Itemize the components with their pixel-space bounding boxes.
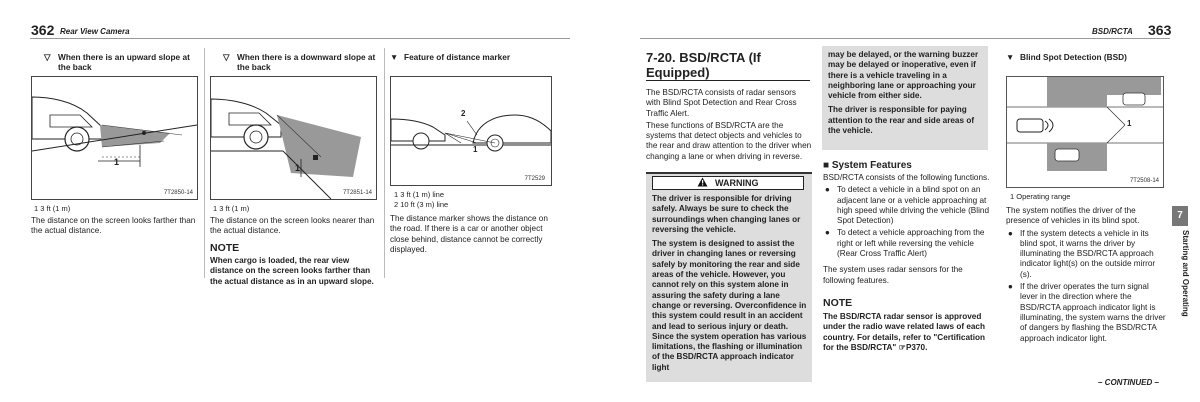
right-header-rule [640, 38, 1170, 39]
car-downward-slope-illustration [211, 77, 376, 199]
distance-marker-illustration [391, 77, 551, 185]
chapter-title-rule [646, 80, 810, 81]
figure-callout-2: 2 [461, 109, 466, 118]
body-distance-marker: The distance marker shows the distance on the road. If there is a car or another object close behind, distance cannot be correctly displayed. [390, 214, 548, 254]
figure-distance-marker [390, 76, 552, 186]
warning-triangle-icon [697, 177, 708, 190]
continued-label: – CONTINUED – [1098, 378, 1159, 387]
note-heading: NOTE [210, 242, 240, 254]
figure-bsd [1006, 76, 1164, 188]
list-item: ● To detect a vehicle approaching from the right or left while reversing the vehicle (Rear Cross Traffic Alert) [825, 228, 985, 259]
chapter-title: 7-20. BSD/RCTA (If Equipped) [646, 50, 761, 80]
figure-callout-number: 1 [1127, 119, 1132, 128]
car-upward-slope-illustration [32, 77, 197, 199]
left-header-title: Rear View Camera [60, 27, 130, 36]
figure-caption-line-1: 1 3 ft (1 m) line [394, 190, 445, 199]
system-features-heading: ■ System Features [823, 160, 912, 171]
triangle-outline-icon: ▽ [223, 52, 230, 62]
body-downward-slope: The distance on the screen looks nearer than the actual distance. [210, 216, 375, 236]
bsd-list [1006, 229, 1168, 344]
list-item: ● If the system detects a vehicle in its blind spot, it warns the driver by illuminating the BSD/RCTA approach indicator light(s) on the outside mirror (s). [1008, 228, 1156, 279]
figure-id: 7T2850-14 [163, 190, 193, 196]
warning-continued-text [828, 50, 984, 136]
figure-callout-number: 1 [114, 157, 120, 167]
figure-caption-line-2: 2 10 ft (3 m) line [394, 200, 449, 209]
figure-id: 7T2508-14 [1129, 178, 1159, 184]
intro-text [646, 88, 812, 164]
warning-paragraph-1: The driver is responsible for driving safely. Always be sure to check the surroundings when changing lanes or reversing the vehicle. [652, 194, 801, 234]
page-reference-link[interactable]: ☞P370. [898, 342, 928, 352]
bsd-operating-range-illustration [1007, 77, 1163, 187]
note-text: The BSD/RCTA radar sensor is approved under the radio wave related laws of each country. For details, refer to "Certification for the BSD/RCTA" ☞P370. [823, 312, 986, 352]
warning-box [646, 172, 812, 382]
subheading-downward-slope: ▽ When there is a downward slope at the back [223, 52, 376, 72]
triangle-filled-icon: ▼ [390, 52, 399, 62]
chapter-tab: 7 [1172, 206, 1188, 226]
right-header-title: BSD/RCTA [1092, 27, 1133, 36]
square-bullet-icon: ■ [823, 160, 830, 171]
warning-paragraph-3: The driver is responsible for paying attention to the rear and side areas of the vehicle. [828, 105, 975, 136]
triangle-filled-icon: ▼ [1006, 52, 1015, 62]
bsd-heading: ▼ Blind Spot Detection (BSD) [1006, 52, 1127, 62]
figure-id: 7T2851-14 [342, 190, 372, 196]
intro-paragraph-2: These functions of BSD/RCTA are the systems that detect objects and vehicles to the rear and draw attention to the driver when changing a lane or when driving in reverse. [646, 120, 812, 161]
note-heading: NOTE [823, 297, 853, 309]
triangle-outline-icon: ▽ [44, 52, 51, 62]
warning-header: WARNING [652, 176, 804, 190]
list-item: ● To detect a vehicle in a blind spot on an adjacent lane or a vehicle approaching at high speed while driving the vehicle (Blind Spot Detection) [825, 185, 990, 226]
column-divider [204, 48, 205, 278]
figure-id: 7T2529 [524, 176, 545, 182]
column-divider [384, 48, 385, 278]
figure-callout-number: 1 [295, 163, 301, 173]
bsd-body [1006, 206, 1168, 346]
figure-downward-slope [210, 76, 377, 200]
warning-paragraph-2: The system is designed to assist the driver in changing lanes or reversing safely by monitoring the rear and side areas of the vehicle. However, you cannot rely on this system alone in assuring the safety during a lane change or reversing. Overconfidence in this system could result in an accident and lead to serious injury or death. Since the system operation has various limitations, the flashing or illumination of the BSD/RCTA approach indicator light [652, 239, 807, 372]
figure-caption: 1 3 ft (1 m) [213, 204, 250, 213]
note-text: When cargo is loaded, the rear view distance on the screen looks farther than the actual distance as in an upward slope. [210, 256, 374, 286]
figure-caption: 1 Operating range [1010, 192, 1071, 201]
left-header-rule [30, 38, 570, 39]
subheading-distance-marker: ▼ Feature of distance marker [390, 52, 511, 62]
warning-box-continued [822, 46, 988, 150]
side-section-label: Starting and Operating [1181, 230, 1190, 317]
system-features-body [823, 173, 991, 288]
left-page-number: 362 [31, 22, 55, 38]
subheading-upward-slope: ▽ When there is an upward slope at the back [44, 52, 190, 72]
system-features-list [823, 185, 991, 259]
warning-text [652, 194, 808, 373]
warning-continued-paragraph: may be delayed, or the warning buzzer may be delayed or inoperative, even if there is a vehicle traveling in a neighboring lane or approaching your vehicle from either side. [828, 50, 979, 101]
figure-upward-slope [31, 76, 198, 200]
right-page-number: 363 [1148, 22, 1172, 38]
list-item: ● If the driver operates the turn signal lever in the direction where the BSD/RCTA approach indicator light is illuminating, the system warns the driver of dangers by flashing the BSD/RCTA approach indicator light. [1008, 282, 1166, 343]
body-upward-slope: The distance on the screen looks farther than the actual distance. [31, 216, 196, 236]
system-intro: BSD/RCTA consists of the following functions. [823, 173, 990, 182]
bsd-intro: The system notifies the driver of the presence of vehicles in its blind spot. [1006, 206, 1140, 226]
figure-caption: 1 3 ft (1 m) [34, 204, 71, 213]
intro-paragraph-1: The BSD/RCTA consists of radar sensors with Blind Spot Detection and Rear Cross Traffic Alert. [646, 88, 797, 118]
figure-callout-1: 1 [473, 145, 478, 154]
system-outro: The system uses radar sensors for the following features. [823, 265, 963, 285]
